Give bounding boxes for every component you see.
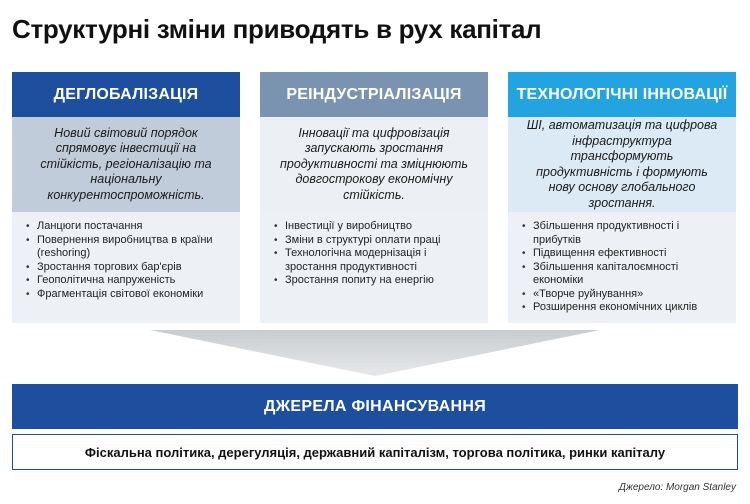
list-item: • Геополітична напруженість — [26, 274, 230, 288]
column-description: ШІ, автоматизація та цифрова інфраструктура трансформують продуктивність і формують нову основу глобального зростання. — [508, 117, 736, 212]
down-arrow-icon — [150, 330, 600, 378]
list-item: • Зміни в структурі оплати праці — [274, 234, 478, 248]
list-item: • Зростання торгових бар'єрів — [26, 261, 230, 275]
column-list — [12, 212, 240, 323]
list-item: • Розширення економічних циклів — [522, 301, 726, 315]
list-item: • «Творче руйнування» — [522, 288, 726, 302]
column-list — [260, 212, 488, 323]
list-item: • Збільшення капіталоємності економіки — [522, 261, 726, 288]
list-item: • Повернення виробництва в країни (reshoring) — [26, 234, 230, 261]
list-item: • Технологічна модернізація і зростання продуктивності — [274, 247, 478, 274]
list-item: • Збільшення продуктивності і прибутків — [522, 220, 726, 247]
column-description: Інновації та цифровізація запускають зростання продуктивності та зміцнюють довгострокову економічну стійкість. — [260, 117, 488, 212]
column-header: ТЕХНОЛОГІЧНІ ІННОВАЦІЇ — [508, 72, 736, 117]
funding-sources: Фіскальна політика, дерегуляція, державний капіталізм, торгова політика, ринки капіталу — [12, 434, 738, 470]
list-item: • Підвищення ефективності — [522, 247, 726, 261]
page-title: Структурні зміни приводять в рух капітал — [12, 14, 542, 44]
column-reindustrialization — [260, 72, 488, 323]
column-tech-innovations — [508, 72, 736, 323]
source-note: Джерело: Morgan Stanley — [618, 482, 736, 493]
list-item: • Інвестиції у виробництво — [274, 220, 478, 234]
column-description: Новий світовий порядок спрямовує інвестиції на стійкість, регіоналізацію та національну конкурентоспроможність. — [12, 117, 240, 212]
list-item: • Ланцюги постачання — [26, 220, 230, 234]
funding-header: ДЖЕРЕЛА ФІНАНСУВАННЯ — [12, 384, 738, 429]
column-deglobalization — [12, 72, 240, 323]
list-item: • Зростання попиту на енергію — [274, 274, 478, 288]
column-header: РЕІНДУСТРІАЛІЗАЦІЯ — [260, 72, 488, 117]
column-header: ДЕГЛОБАЛІЗАЦІЯ — [12, 72, 240, 117]
list-item: • Фрагментація світової економіки — [26, 288, 230, 302]
column-list — [508, 212, 736, 323]
